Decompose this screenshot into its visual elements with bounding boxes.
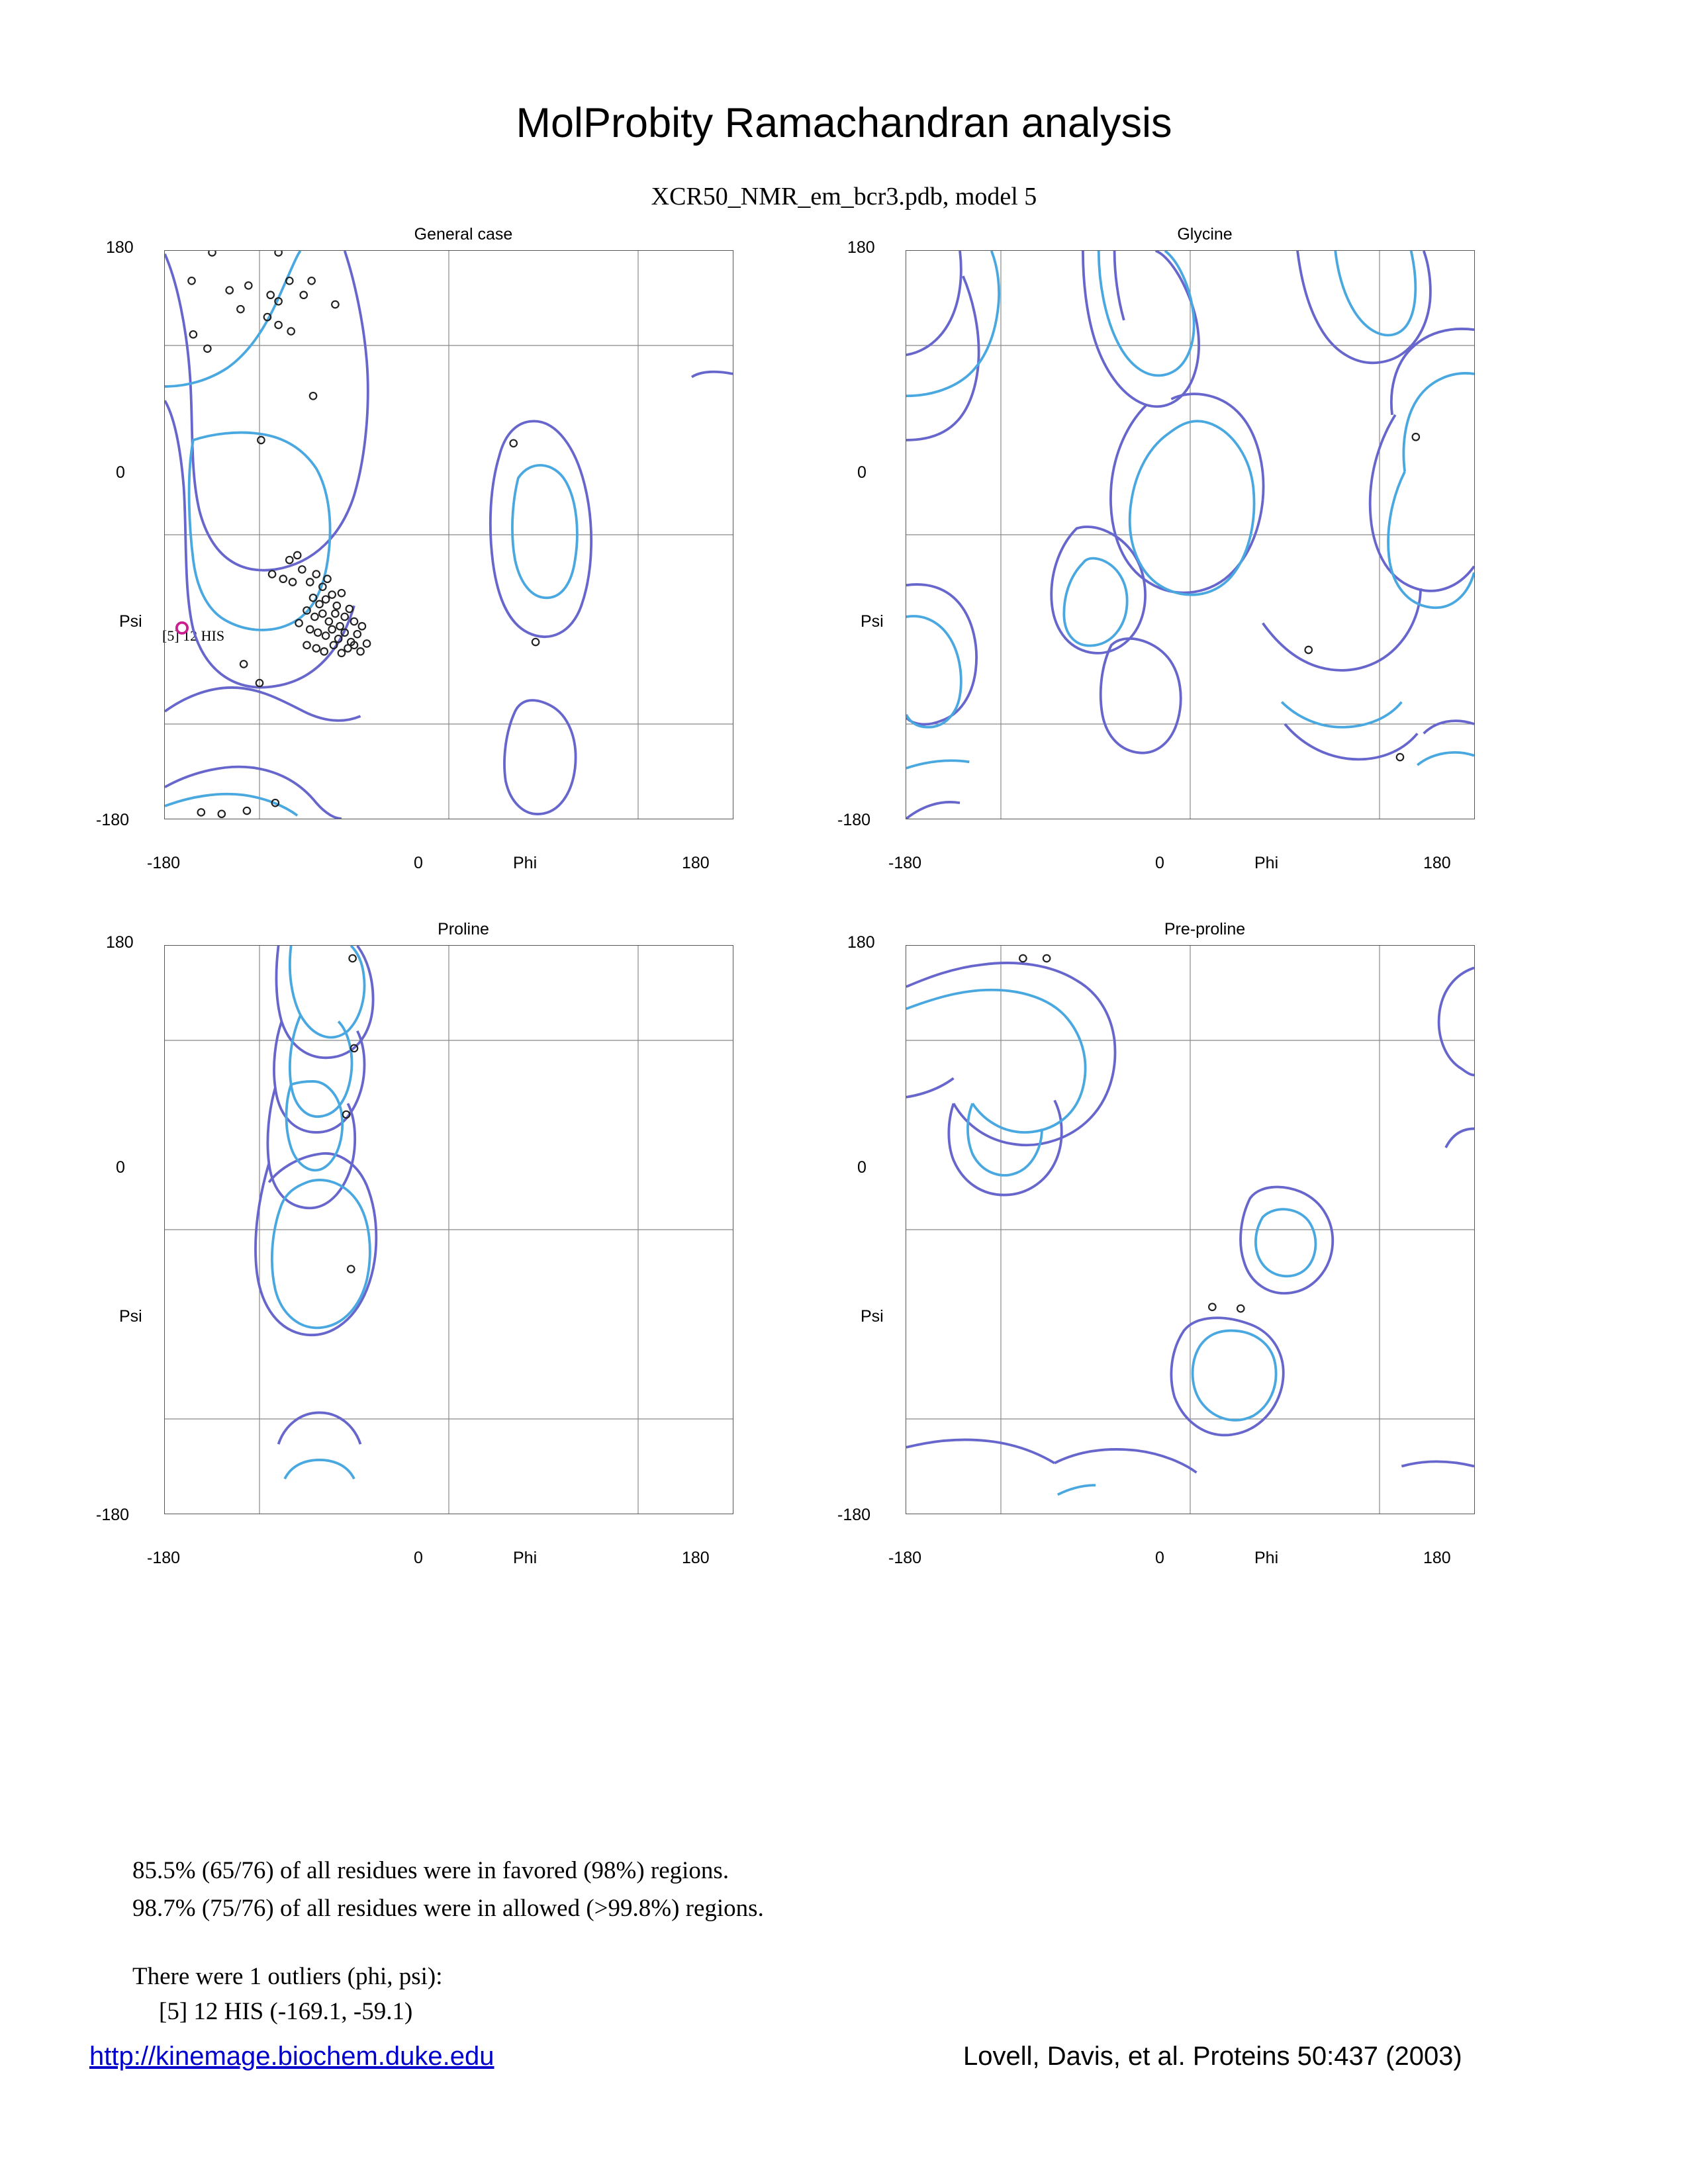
panel-glycine (837, 225, 1556, 893)
xtick-0-proline: 0 (414, 1549, 423, 1567)
xtick-180-proline: 180 (682, 1549, 710, 1567)
ytick-0-glycine: 0 (857, 463, 867, 482)
panel-title-glycine: Glycine (1177, 225, 1233, 244)
xtick-180-glycine: 180 (1423, 854, 1451, 872)
psi-axis-label-preproline: Psi (861, 1307, 884, 1326)
plot-area-glycine (906, 250, 1475, 819)
ytick-0-preproline: 0 (857, 1158, 867, 1177)
xtick-0-preproline: 0 (1155, 1549, 1164, 1567)
xtick-0-glycine: 0 (1155, 854, 1164, 872)
panel-title-preproline: Pre-proline (1164, 920, 1246, 938)
xtick-180-general: 180 (682, 854, 710, 872)
ytick-neg180-glycine: -180 (837, 811, 871, 829)
psi-axis-label-proline: Psi (119, 1307, 142, 1326)
plot-svg-glycine (906, 251, 1474, 819)
outliers-heading: There were 1 outliers (phi, psi): (132, 1963, 443, 1990)
stats-favored: 85.5% (65/76) of all residues were in favored (98%) regions. (132, 1857, 729, 1884)
phi-axis-label-proline: Phi (513, 1549, 538, 1567)
ytick-neg180-general: -180 (96, 811, 130, 829)
panel-general (96, 225, 814, 893)
ytick-180-preproline: 180 (847, 933, 875, 952)
psi-axis-label-glycine: Psi (861, 612, 884, 631)
kinemage-link[interactable]: http://kinemage.biochem.duke.edu (89, 2042, 494, 2071)
outlier-entry: [5] 12 HIS (-169.1, -59.1) (159, 1998, 413, 2025)
plot-area-proline (164, 945, 733, 1514)
panel-title-proline: Proline (438, 920, 489, 938)
xtick-neg180-preproline: -180 (888, 1549, 922, 1567)
ytick-180-proline: 180 (106, 933, 134, 952)
plot-svg-preproline (906, 946, 1474, 1514)
ytick-0-general: 0 (116, 463, 125, 482)
xtick-neg180-general: -180 (147, 854, 181, 872)
stats-allowed: 98.7% (75/76) of all residues were in allowed (>99.8%) regions. (132, 1895, 764, 1922)
panel-preproline (837, 920, 1556, 1588)
panel-proline (96, 920, 814, 1588)
psi-axis-label-general: Psi (119, 612, 142, 631)
ytick-0-proline: 0 (116, 1158, 125, 1177)
page-subtitle: XCR50_NMR_em_bcr3.pdb, model 5 (651, 183, 1037, 210)
plot-area-general (164, 250, 733, 819)
phi-axis-label-general: Phi (513, 854, 538, 872)
citation-text: Lovell, Davis, et al. Proteins 50:437 (2003) (963, 2042, 1462, 2071)
phi-axis-label-preproline: Phi (1254, 1549, 1279, 1567)
outlier-label-general: [5] 12 HIS (162, 627, 225, 644)
panel-title-general: General case (414, 225, 513, 244)
ytick-neg180-proline: -180 (96, 1506, 130, 1524)
ytick-neg180-preproline: -180 (837, 1506, 871, 1524)
xtick-180-preproline: 180 (1423, 1549, 1451, 1567)
plot-svg-general (165, 251, 733, 819)
xtick-0-general: 0 (414, 854, 423, 872)
ytick-180-general: 180 (106, 238, 134, 257)
plot-svg-proline (165, 946, 733, 1514)
plot-area-preproline (906, 945, 1475, 1514)
ytick-180-glycine: 180 (847, 238, 875, 257)
page-title: MolProbity Ramachandran analysis (516, 100, 1172, 146)
xtick-neg180-glycine: -180 (888, 854, 922, 872)
phi-axis-label-glycine: Phi (1254, 854, 1279, 872)
xtick-neg180-proline: -180 (147, 1549, 181, 1567)
